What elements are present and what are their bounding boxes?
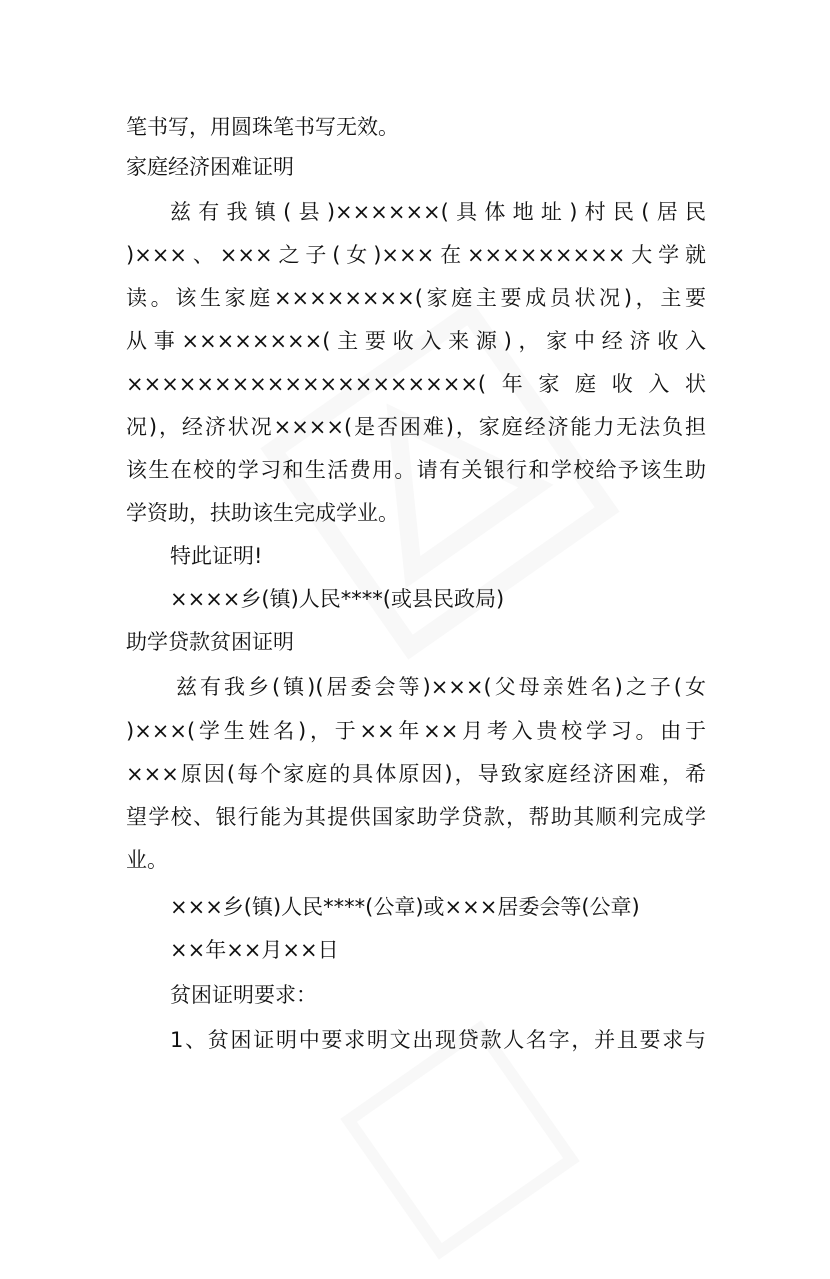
signature-line: ××××乡(镇)人民****(或县民政局) — [170, 587, 505, 611]
text-line: 从事××××××××(主要收入来源)，家中经济收入 — [126, 329, 706, 353]
date-line: ××年××月××日 — [170, 938, 339, 962]
signature-line: ×××乡(镇)人民****(公章)或×××居委会等(公章) — [170, 895, 640, 919]
text-line: 该生在校的学习和生活费用。请有关银行和学校给予该生助 — [126, 458, 706, 482]
text-line: 特此证明! — [170, 544, 263, 568]
section-heading: 助学贷款贫困证明 — [126, 630, 294, 654]
text-line: 学资助，扶助该生完成学业。 — [126, 501, 399, 525]
text-line: 况)，经济状况××××(是否困难)，家庭经济能力无法负担 — [126, 415, 706, 439]
text-line: ×××原因(每个家庭的具体原因)，导致家庭经济困难，希 — [126, 762, 706, 786]
text-line: 业。 — [126, 848, 168, 872]
text-line: 望学校、银行能为其提供国家助学贷款，帮助其顺利完成学 — [126, 805, 706, 829]
section-heading: 贫困证明要求： — [170, 983, 317, 1007]
text-line: 笔书写，用圆珠笔书写无效。 — [126, 115, 399, 139]
text-line: )×××、×××之子(女)×××在×××××××××大学就 — [126, 243, 706, 267]
list-item: 1、贫困证明中要求明文出现贷款人名字，并且要求与 — [170, 1028, 706, 1052]
text-line: 读。该生家庭××××××××(家庭主要成员状况)，主要 — [126, 286, 706, 310]
text-line: )×××(学生姓名)，于××年××月考入贵校学习。由于 — [126, 719, 706, 743]
text-line: ××××××××××××××××××××(年家庭收入状 — [126, 372, 706, 396]
text-line: 兹有我镇(县)××××××(具体地址)村民(居民 — [170, 200, 706, 224]
text-line: 兹有我乡(镇)(居委会等)×××(父母亲姓名)之子(女 — [176, 675, 706, 699]
section-heading: 家庭经济困难证明 — [126, 155, 294, 179]
